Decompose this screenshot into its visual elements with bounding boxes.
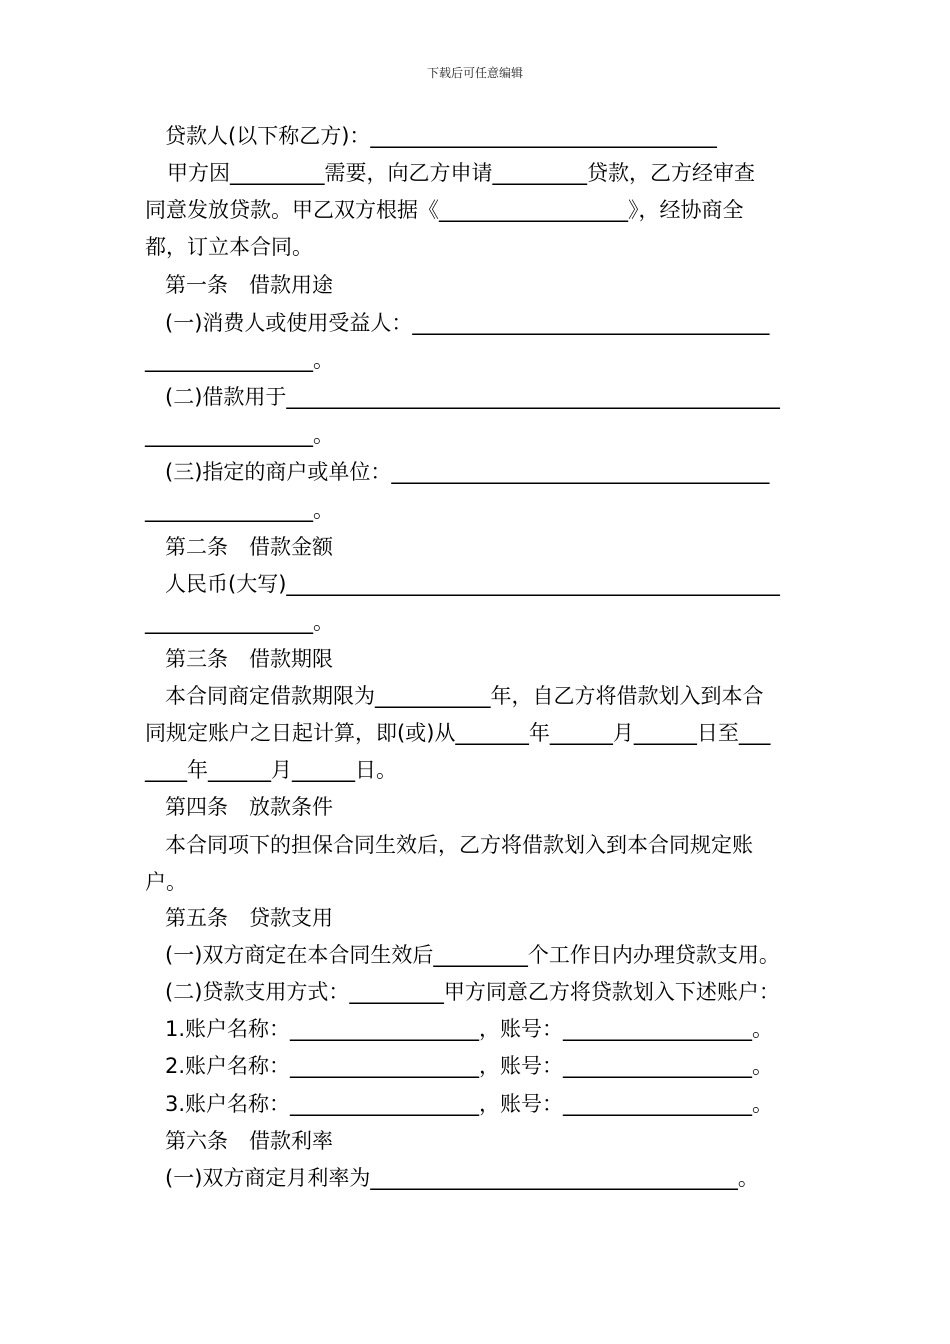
article-4-heading: 第四条 放款条件 <box>165 795 333 819</box>
article-3-line-1: 本合同商定借款期限为___________年，自乙方将借款划入到本合 <box>165 684 764 708</box>
article-1-item-1-cont: ________________。 <box>145 348 334 372</box>
article-4-line-1: 本合同项下的担保合同生效后，乙方将借款划入到本合同规定账 <box>165 833 753 857</box>
article-1-item-3-cont: ________________。 <box>145 498 334 522</box>
article-5-heading: 第五条 贷款支用 <box>165 906 333 930</box>
intro-line-1: 甲方因_________需要，向乙方申请_________贷款，乙方经审查 <box>167 161 755 185</box>
article-3-line-2: 同规定账户之日起计算，即(或)从_______年______月______日至___ <box>145 721 771 745</box>
article-5-item-1: (一)双方商定在本合同生效后_________个工作日内办理贷款支用。 <box>165 943 780 967</box>
article-2-heading: 第二条 借款金额 <box>165 535 333 559</box>
intro-line-2: 同意发放贷款。甲乙双方根据《__________________》，经协商全 <box>145 198 744 222</box>
intro-line-3: 都，订立本合同。 <box>145 235 313 259</box>
account-line-2: 2.账户名称：__________________，账号：__________________。 <box>165 1054 774 1078</box>
article-6-heading: 第六条 借款利率 <box>165 1129 333 1153</box>
account-line-3: 3.账户名称：__________________，账号：__________________。 <box>165 1092 774 1116</box>
article-1-item-2-cont: ________________。 <box>145 423 334 447</box>
article-1-heading: 第一条 借款用途 <box>165 273 333 297</box>
article-4-line-2: 户。 <box>145 870 187 894</box>
account-line-1: 1.账户名称：__________________，账号：__________________。 <box>165 1017 774 1041</box>
article-1-item-2: (二)借款用于_______________________________________________ <box>165 385 780 409</box>
lender-line: 贷款人(以下称乙方)：_________________________________ <box>165 124 717 148</box>
page-header: 下载后可任意编辑 <box>426 66 523 80</box>
article-1-item-1: (一)消费人或使用受益人：__________________________________ <box>165 311 770 335</box>
article-1-item-3: (三)指定的商户或单位：____________________________________ <box>165 460 770 484</box>
article-5-item-2: (二)贷款支用方式：_________甲方同意乙方将贷款划入下述账户： <box>165 980 780 1004</box>
article-6-item-1: (一)双方商定月利率为___________________________________。 <box>165 1166 759 1190</box>
article-2-amount: 人民币(大写)_______________________________________________ <box>165 572 780 596</box>
article-3-heading: 第三条 借款期限 <box>165 647 333 671</box>
article-2-amount-cont: ________________。 <box>145 610 334 634</box>
article-3-line-3: ____年______月______日。 <box>145 758 397 782</box>
